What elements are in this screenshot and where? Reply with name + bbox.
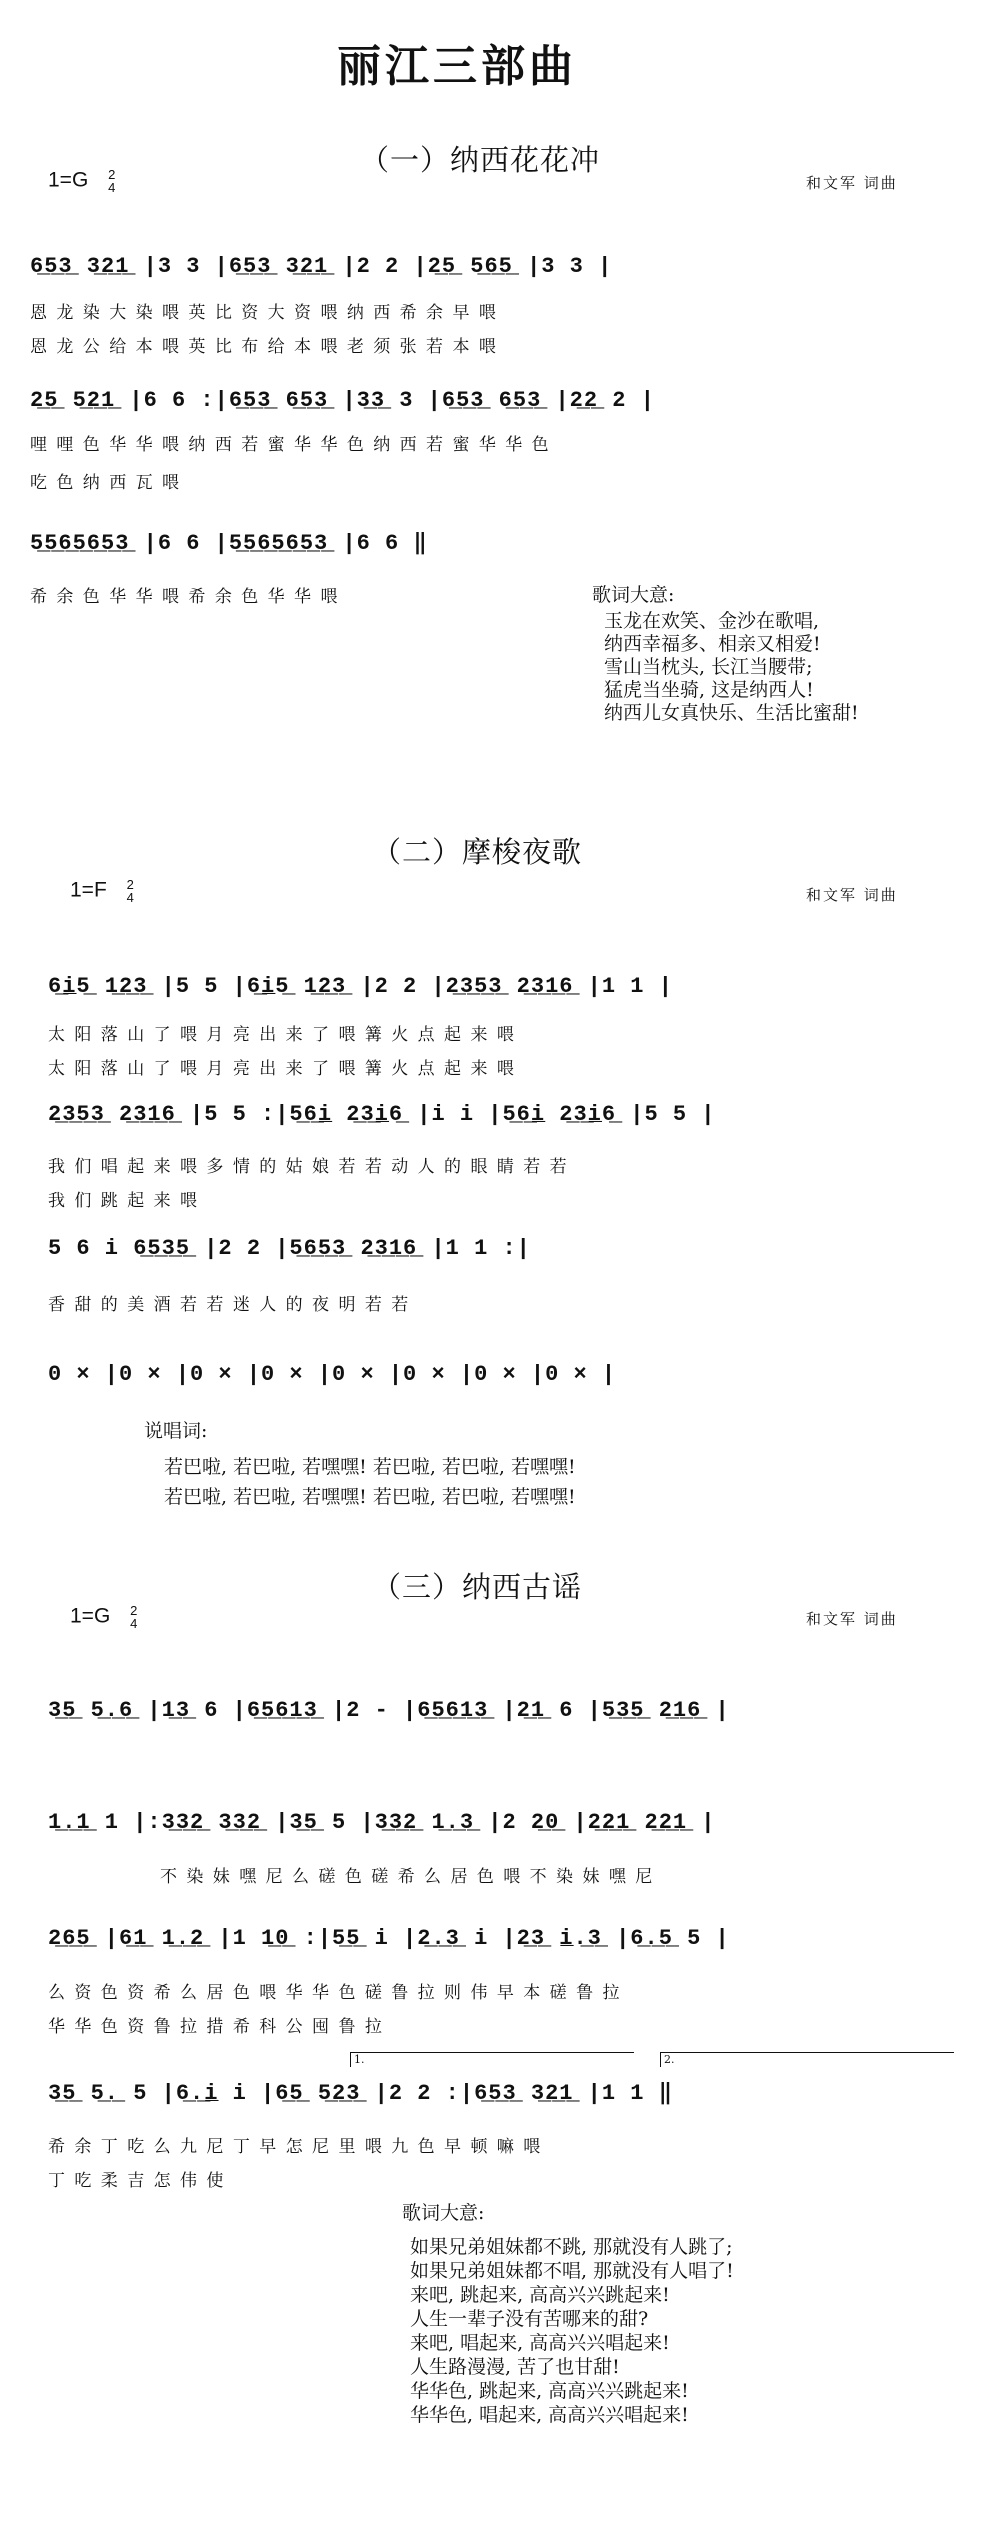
- lyrics-meaning-line: 猛虎当坐骑, 这是纳西人!: [604, 679, 814, 701]
- page-title: 丽江三部曲: [337, 41, 577, 92]
- score-row: 0 × |0 × |0 × |0 × |0 × |0 × |0 × |0 × |: [48, 1362, 617, 1387]
- lyric-line: 恩 龙 公 给 本 喂 英 比 布 给 本 喂 老 须 张 若 本 喂: [30, 337, 498, 357]
- lyrics-meaning-line: 人生路漫漫, 苦了也甘甜!: [410, 2356, 620, 2378]
- lyrics-meaning-line: 人生一辈子没有苦哪来的甜?: [410, 2308, 649, 2330]
- chant-line: 若巴啦, 若巴啦, 若嘿嘿! 若巴啦, 若巴啦, 若嘿嘿!: [164, 1456, 576, 1478]
- lyrics-meaning-line: 华华色, 跳起来, 高高兴兴跳起来!: [410, 2380, 689, 2402]
- section-1-key: [48, 168, 115, 194]
- time-signature: 2 4: [126, 877, 134, 905]
- lyrics-meaning-line: 如果兄弟姐妹都不跳, 那就没有人跳了;: [410, 2236, 733, 2258]
- lyrics-meaning-line: 纳西儿女真快乐、生活比蜜甜!: [604, 702, 859, 724]
- score-row: 1̲.̲1̲ 1 |:3̲3̲2̲ 3̲3̲2̲ |3̲5̲ 5 |3̲3̲2̲ 1̲.̲3̲ |2 2̲0̲ |2̲2̲1̲ 2̲2̲1̲ |: [48, 1810, 716, 1835]
- score-row: 2̲6̲5̲ |6̲1̲ 1̲.̲2̲ |1 1̲0̲ :|5̲5̲ i |2̲.̲3̲ i |2̲3̲ i̲.̲3̲ |6̲.̲5̲ 5 |: [48, 1926, 730, 1951]
- lyrics-meaning-line: 雪山当枕头, 长江当腰带;: [604, 656, 813, 678]
- score-row: 2̲5̲ 5̲2̲1̲ |6 6 :|6̲5̲3̲ 6̲5̲3̲ |3̲3̲ 3 |6̲5̲3̲ 6̲5̲3̲ |2̲2̲ 2 |: [30, 388, 655, 413]
- lyrics-meaning-line: 来吧, 跳起来, 高高兴兴跳起来!: [410, 2284, 670, 2306]
- score-row: 5̲5̲6̲5̲6̲5̲3̲ |6 6 |5̲5̲6̲5̲6̲5̲3̲ |6 6 ‖: [30, 531, 428, 556]
- lyric-line: 我 们 跳 起 来 喂: [48, 1191, 200, 1211]
- key-signature: 1=G: [48, 168, 89, 192]
- score-row: 6̲5̲3̲ 3̲2̲1̲ |3 3 |6̲5̲3̲ 3̲2̲1̲ |2 2 |2̲5̲ 5̲6̲5̲ |3 3 |: [30, 254, 613, 279]
- section-3-key: [70, 1604, 137, 1630]
- lyric-line: 哩 哩 色 华 华 喂 纳 西 若 蜜 华 华 色 纳 西 若 蜜 华 华 色: [30, 435, 551, 455]
- score-row: 6̲i̲5̲ 1̲2̲3̲ |5 5 |6̲i̲5̲ 1̲2̲3̲ |2 2 |2̲3̲5̲3̲ 2̲3̲1̲6̲ |1 1 |: [48, 974, 673, 999]
- score-row: 5 6 i 6̲5̲3̲5̲ |2 2 |5̲6̲5̲3̲ 2̲3̲1̲6̲ |1 1 :|: [48, 1236, 531, 1261]
- lyric-line: 么 资 色 资 希 么 居 色 喂 华 华 色 磋 鲁 拉 则 伟 早 本 磋 鲁 拉: [48, 1983, 622, 2003]
- section-3-author: 和文军 词曲: [806, 1610, 898, 1628]
- score-row: 2̲3̲5̲3̲ 2̲3̲1̲6̲ |5 5 :|5̲6̲i̲ 2̲3̲i̲6̲ |i i |5̲6̲i̲ 2̲3̲i̲6̲ |5 5 |: [48, 1102, 716, 1127]
- score-row: 3̲5̲ 5̲.̲ 5 |6̲.̲i̲ i |6̲5̲ 5̲2̲3̲ |2 2 :|6̲5̲3̲ 3̲2̲1̲ |1 1 ‖: [48, 2081, 673, 2106]
- section-3-heading: （三）纳西古谣: [372, 1570, 583, 1604]
- lyric-line: 丁 吃 柔 吉 怎 伟 使: [48, 2171, 226, 2191]
- volta-bracket-1: 1.: [350, 2052, 634, 2067]
- lyrics-meaning-label: 歌词大意:: [592, 584, 675, 606]
- lyrics-meaning-line: 玉龙在欢笑、金沙在歌唱,: [604, 610, 820, 632]
- chant-label: 说唱词:: [144, 1420, 208, 1442]
- time-signature: 2 4: [108, 167, 116, 195]
- section-1-heading: （一）纳西花花冲: [360, 143, 601, 177]
- section-1-author: 和文军 词曲: [806, 174, 898, 192]
- lyrics-meaning-line: 纳西幸福多、相亲又相爱!: [604, 633, 821, 655]
- section-2-heading: （二）摩梭夜歌: [372, 835, 583, 869]
- section-2-author: 和文军 词曲: [806, 886, 898, 904]
- lyric-line: 不 染 妹 嘿 尼 么 磋 色 磋 希 么 居 色 喂 不 染 妹 嘿 尼: [160, 1867, 655, 1887]
- score-row: 3̲5̲ 5̲.̲6̲ |1̲3̲ 6 |6̲5̲6̲1̲3̲ |2 - |6̲5̲6̲1̲3̲ |2̲1̲ 6 |5̲3̲5̲ 2̲1̲6̲ |: [48, 1698, 730, 1723]
- chant-line: 若巴啦, 若巴啦, 若嘿嘿! 若巴啦, 若巴啦, 若嘿嘿!: [164, 1486, 576, 1508]
- lyrics-meaning-label: 歌词大意:: [402, 2202, 485, 2224]
- volta-bracket-2: 2.: [660, 2052, 954, 2067]
- lyric-line: 希 余 色 华 华 喂 希 余 色 华 华 喂: [30, 587, 340, 607]
- lyric-line: 吃 色 纳 西 瓦 喂: [30, 473, 182, 493]
- lyric-line: 华 华 色 资 鲁 拉 措 希 科 公 囤 鲁 拉: [48, 2017, 384, 2037]
- lyric-line: 恩 龙 染 大 染 喂 英 比 资 大 资 喂 纳 西 希 余 早 喂: [30, 303, 498, 323]
- lyrics-meaning-line: 来吧, 唱起来, 高高兴兴唱起来!: [410, 2332, 670, 2354]
- key-signature: 1=F: [70, 878, 107, 902]
- section-2-key: [70, 878, 134, 904]
- lyric-line: 太 阳 落 山 了 喂 月 亮 出 来 了 喂 篝 火 点 起 来 喂: [48, 1059, 516, 1079]
- time-signature: 2 4: [130, 1603, 138, 1631]
- lyric-line: 香 甜 的 美 酒 若 若 迷 人 的 夜 明 若 若: [48, 1295, 411, 1315]
- key-signature: 1=G: [70, 1604, 111, 1628]
- lyrics-meaning-line: 华华色, 唱起来, 高高兴兴唱起来!: [410, 2404, 689, 2426]
- lyric-line: 太 阳 落 山 了 喂 月 亮 出 来 了 喂 篝 火 点 起 来 喂: [48, 1025, 516, 1045]
- lyric-line: 我 们 唱 起 来 喂 多 情 的 姑 娘 若 若 动 人 的 眼 睛 若 若: [48, 1157, 569, 1177]
- lyric-line: 希 余 丁 吃 么 九 尼 丁 早 怎 尼 里 喂 九 色 早 顿 嘛 喂: [48, 2137, 543, 2157]
- lyrics-meaning-line: 如果兄弟姐妹都不唱, 那就没有人唱了!: [410, 2260, 734, 2282]
